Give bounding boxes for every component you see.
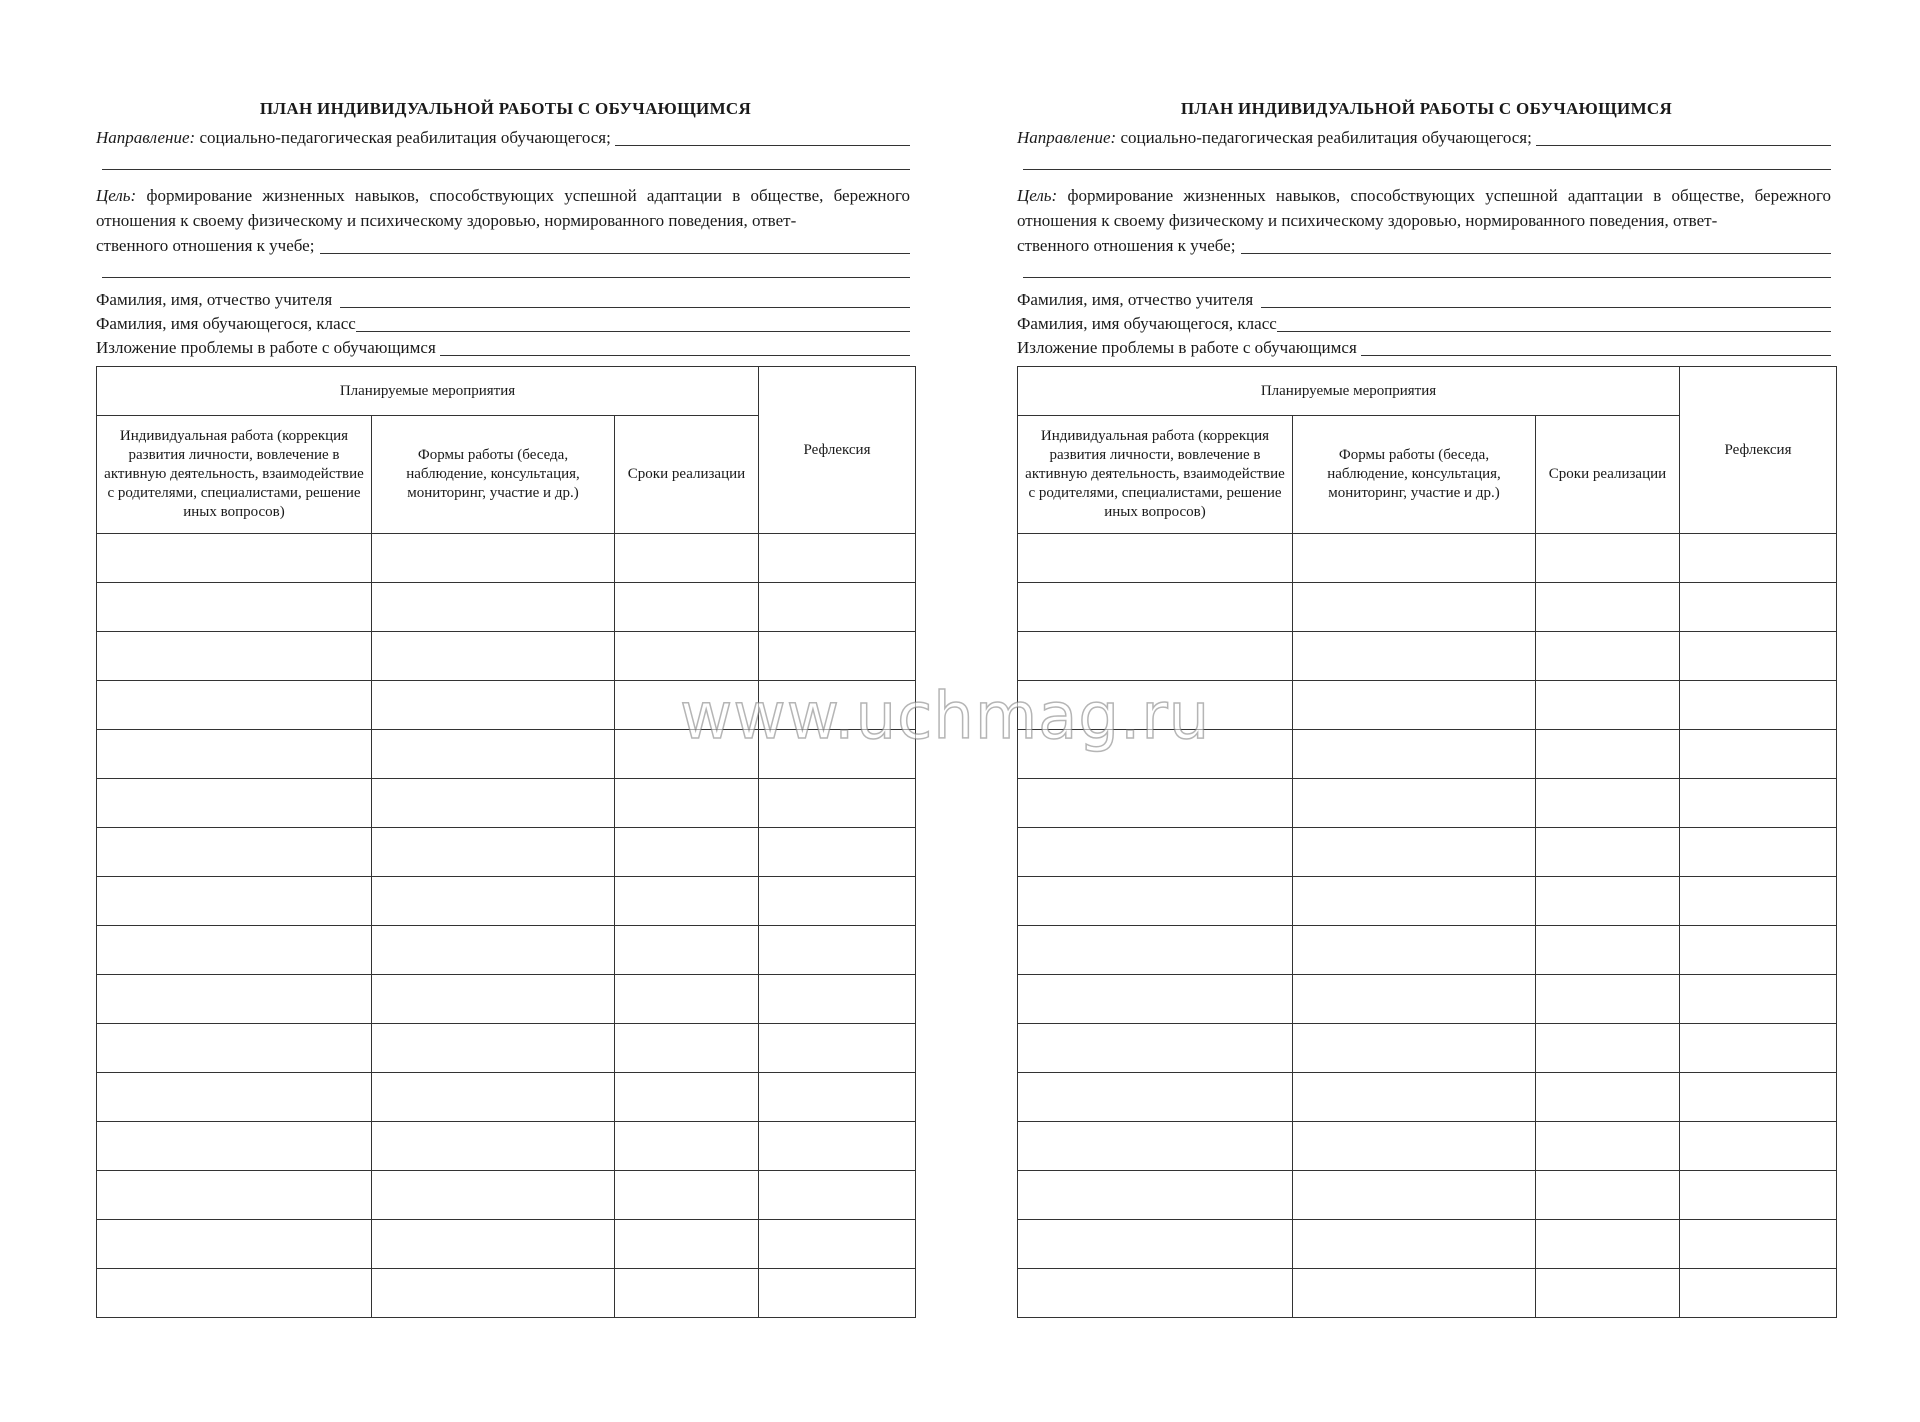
reflection-cell[interactable]	[1680, 1122, 1837, 1171]
direction-blank-2[interactable]	[1023, 151, 1831, 170]
reflection-cell[interactable]	[1680, 1269, 1837, 1318]
problem-line	[1017, 336, 1836, 360]
terms-cell[interactable]	[1536, 828, 1680, 877]
reflection-cell[interactable]	[1680, 730, 1837, 779]
individual-cell[interactable]	[1018, 583, 1293, 632]
terms-cell[interactable]	[1536, 779, 1680, 828]
forms-cell[interactable]	[1293, 1073, 1536, 1122]
table-row	[1018, 1073, 1837, 1122]
direction-label: Направление:	[96, 128, 196, 147]
direction-line	[1017, 126, 1836, 150]
student-blank[interactable]	[1277, 313, 1831, 332]
table-row	[97, 975, 916, 1024]
forms-cell[interactable]	[372, 1171, 615, 1220]
forms-cell[interactable]	[1293, 1269, 1536, 1318]
table-row	[1018, 534, 1837, 583]
terms-cell[interactable]	[615, 1122, 759, 1171]
individual-cell[interactable]	[97, 1220, 372, 1269]
individual-cell[interactable]	[97, 1024, 372, 1073]
terms-cell[interactable]	[1536, 1024, 1680, 1073]
table-row	[97, 1171, 916, 1220]
student-label: Фамилия, имя обучающегося, класс	[1017, 314, 1277, 333]
reflection-cell[interactable]	[1680, 779, 1837, 828]
goal-text: формирование жизненных навыков, способствующих успешной адаптации в обществе, бережного отношения к своему физическому и психическому здоровью, нормированного поведения, ответ-	[1017, 186, 1832, 230]
forms-cell[interactable]	[372, 828, 615, 877]
table-row	[1018, 583, 1837, 632]
reflection-cell[interactable]	[1680, 975, 1837, 1024]
terms-cell[interactable]	[1536, 681, 1680, 730]
forms-cell[interactable]	[1293, 583, 1536, 632]
goal-text-last: ственного отношения к учебе;	[1017, 236, 1236, 255]
individual-cell[interactable]	[97, 632, 372, 681]
goal-paragraph	[96, 183, 915, 258]
goal-label: Цель:	[1017, 186, 1058, 205]
table-row	[97, 1024, 916, 1073]
teacher-line	[96, 288, 915, 312]
individual-cell[interactable]	[97, 534, 372, 583]
reflection-cell[interactable]	[1680, 1220, 1837, 1269]
table-row	[1018, 1269, 1837, 1318]
col-terms-header: Сроки реализации	[615, 416, 759, 534]
individual-cell[interactable]	[1018, 877, 1293, 926]
col-individual-header: Индивидуальная работа (коррекция развития личности, вовлечение в активную деятельность, взаимодействие с родителями, специалистами, решение иных вопросов)	[1018, 416, 1293, 534]
individual-cell[interactable]	[1018, 1269, 1293, 1318]
goal-text: формирование жизненных навыков, способствующих успешной адаптации в обществе, бережного отношения к своему физическому и психическому здоровью, нормированного поведения, ответ-	[96, 186, 911, 230]
individual-cell[interactable]	[1018, 534, 1293, 583]
reflection-cell[interactable]	[759, 877, 916, 926]
table-row	[97, 926, 916, 975]
forms-cell[interactable]	[1293, 828, 1536, 877]
planned-header: Планируемые мероприятия	[1018, 367, 1680, 416]
individual-cell[interactable]	[97, 975, 372, 1024]
reflection-header: Рефлексия	[759, 367, 916, 534]
student-blank[interactable]	[356, 313, 910, 332]
forms-cell[interactable]	[372, 1073, 615, 1122]
terms-cell[interactable]	[615, 583, 759, 632]
col-forms-header: Формы работы (беседа, наблюдение, консультация, мониторинг, участие и др.)	[1293, 416, 1536, 534]
direction-blank-2[interactable]	[102, 151, 910, 170]
direction-text: социально-педагогическая реабилитация обучающегося;	[199, 128, 611, 147]
forms-cell[interactable]	[372, 1122, 615, 1171]
direction-extra-line	[96, 150, 915, 174]
forms-cell[interactable]	[1293, 926, 1536, 975]
goal-blank[interactable]	[320, 235, 910, 254]
forms-cell[interactable]	[1293, 632, 1536, 681]
plan-table	[1017, 366, 1837, 1318]
forms-cell[interactable]	[1293, 1220, 1536, 1269]
individual-cell[interactable]	[1018, 926, 1293, 975]
table-row	[1018, 1220, 1837, 1269]
reflection-cell[interactable]	[759, 534, 916, 583]
terms-cell[interactable]	[1536, 632, 1680, 681]
table-row	[97, 877, 916, 926]
reflection-cell[interactable]	[759, 583, 916, 632]
reflection-cell[interactable]	[759, 632, 916, 681]
goal-blank-2[interactable]	[1023, 259, 1831, 278]
problem-label: Изложение проблемы в работе с обучающимся	[96, 338, 436, 357]
reflection-cell[interactable]	[1680, 1171, 1837, 1220]
table-row	[97, 1269, 916, 1318]
direction-line	[96, 126, 915, 150]
goal-blank-2[interactable]	[102, 259, 910, 278]
reflection-cell[interactable]	[1680, 1024, 1837, 1073]
forms-cell[interactable]	[372, 877, 615, 926]
terms-cell[interactable]	[615, 877, 759, 926]
terms-cell[interactable]	[1536, 1073, 1680, 1122]
table-row	[1018, 779, 1837, 828]
terms-cell[interactable]	[615, 534, 759, 583]
forms-cell[interactable]	[1293, 1171, 1536, 1220]
watermark: www.uchmag.ru	[680, 680, 1211, 754]
forms-cell[interactable]	[372, 534, 615, 583]
terms-cell[interactable]	[615, 779, 759, 828]
reflection-cell[interactable]	[1680, 1073, 1837, 1122]
table-row	[1018, 828, 1837, 877]
individual-cell[interactable]	[1018, 632, 1293, 681]
direction-blank[interactable]	[615, 127, 910, 146]
individual-cell[interactable]	[1018, 1220, 1293, 1269]
reflection-cell[interactable]	[759, 1024, 916, 1073]
forms-cell[interactable]	[1293, 877, 1536, 926]
table-row	[1018, 632, 1837, 681]
reflection-cell[interactable]	[1680, 534, 1837, 583]
reflection-header: Рефлексия	[1680, 367, 1837, 534]
individual-cell[interactable]	[1018, 1171, 1293, 1220]
goal-blank[interactable]	[1241, 235, 1831, 254]
table-body	[1018, 534, 1837, 1318]
reflection-cell[interactable]	[759, 975, 916, 1024]
table-row	[97, 1220, 916, 1269]
table-row	[97, 632, 916, 681]
table-row	[97, 534, 916, 583]
problem-label: Изложение проблемы в работе с обучающимся	[1017, 338, 1357, 357]
goal-label: Цель:	[96, 186, 137, 205]
reflection-cell[interactable]	[1680, 828, 1837, 877]
individual-cell[interactable]	[1018, 1073, 1293, 1122]
reflection-cell[interactable]	[1680, 877, 1837, 926]
individual-cell[interactable]	[97, 1122, 372, 1171]
individual-cell[interactable]	[97, 779, 372, 828]
student-line	[96, 312, 915, 336]
goal-paragraph	[1017, 183, 1836, 258]
col-forms-header: Формы работы (беседа, наблюдение, консультация, мониторинг, участие и др.)	[372, 416, 615, 534]
problem-line	[96, 336, 915, 360]
goal-extra-line	[1017, 258, 1836, 282]
reflection-cell[interactable]	[1680, 926, 1837, 975]
terms-cell[interactable]	[1536, 926, 1680, 975]
table-row	[97, 1122, 916, 1171]
individual-cell[interactable]	[1018, 975, 1293, 1024]
terms-cell[interactable]	[615, 632, 759, 681]
terms-cell[interactable]	[1536, 1269, 1680, 1318]
form-title: ПЛАН ИНДИВИДУАЛЬНОЙ РАБОТЫ С ОБУЧАЮЩИМСЯ	[1180, 99, 1673, 118]
teacher-label: Фамилия, имя, отчество учителя	[1017, 290, 1254, 309]
table-row	[97, 779, 916, 828]
table-row	[1018, 1171, 1837, 1220]
teacher-blank[interactable]	[340, 289, 910, 308]
forms-cell[interactable]	[1293, 1024, 1536, 1073]
forms-cell[interactable]	[1293, 534, 1536, 583]
direction-blank[interactable]	[1536, 127, 1831, 146]
reflection-cell[interactable]	[759, 1122, 916, 1171]
direction-text: социально-педагогическая реабилитация обучающегося;	[1120, 128, 1532, 147]
teacher-label: Фамилия, имя, отчество учителя	[96, 290, 333, 309]
terms-cell[interactable]	[1536, 1220, 1680, 1269]
forms-cell[interactable]	[372, 583, 615, 632]
individual-cell[interactable]	[97, 681, 372, 730]
direction-extra-line	[1017, 150, 1836, 174]
individual-cell[interactable]	[97, 926, 372, 975]
terms-cell[interactable]	[615, 926, 759, 975]
terms-cell[interactable]	[1536, 1122, 1680, 1171]
terms-cell[interactable]	[615, 1269, 759, 1318]
reflection-cell[interactable]	[759, 828, 916, 877]
student-line	[1017, 312, 1836, 336]
reflection-cell[interactable]	[1680, 632, 1837, 681]
planned-header: Планируемые мероприятия	[97, 367, 759, 416]
col-individual-header: Индивидуальная работа (коррекция развития личности, вовлечение в активную деятельность, взаимодействие с родителями, специалистами, решение иных вопросов)	[97, 416, 372, 534]
teacher-blank[interactable]	[1261, 289, 1831, 308]
table-row	[97, 583, 916, 632]
forms-cell[interactable]	[1293, 1122, 1536, 1171]
goal-text-last: ственного отношения к учебе;	[96, 236, 315, 255]
reflection-cell[interactable]	[759, 1073, 916, 1122]
forms-cell[interactable]	[372, 1220, 615, 1269]
terms-cell[interactable]	[1536, 730, 1680, 779]
individual-cell[interactable]	[1018, 1024, 1293, 1073]
student-label: Фамилия, имя обучающегося, класс	[96, 314, 356, 333]
direction-label: Направление:	[1017, 128, 1117, 147]
problem-blank[interactable]	[440, 337, 910, 356]
table-row	[1018, 877, 1837, 926]
individual-cell[interactable]	[97, 730, 372, 779]
form-title: ПЛАН ИНДИВИДУАЛЬНОЙ РАБОТЫ С ОБУЧАЮЩИМСЯ	[259, 99, 752, 118]
individual-cell[interactable]	[97, 1171, 372, 1220]
reflection-cell[interactable]	[759, 779, 916, 828]
forms-cell[interactable]	[372, 632, 615, 681]
forms-cell[interactable]	[1293, 730, 1536, 779]
table-row	[1018, 1024, 1837, 1073]
reflection-cell[interactable]	[759, 926, 916, 975]
problem-blank[interactable]	[1361, 337, 1831, 356]
terms-cell[interactable]	[1536, 534, 1680, 583]
terms-cell[interactable]	[615, 1171, 759, 1220]
table-row	[1018, 1122, 1837, 1171]
individual-cell[interactable]	[97, 1269, 372, 1318]
forms-cell[interactable]	[372, 779, 615, 828]
terms-cell[interactable]	[615, 828, 759, 877]
forms-cell[interactable]	[372, 1024, 615, 1073]
terms-cell[interactable]	[1536, 583, 1680, 632]
forms-cell[interactable]	[372, 975, 615, 1024]
reflection-cell[interactable]	[759, 1269, 916, 1318]
individual-cell[interactable]	[97, 583, 372, 632]
goal-extra-line	[96, 258, 915, 282]
individual-cell[interactable]	[1018, 1122, 1293, 1171]
table-row	[97, 828, 916, 877]
table-row	[97, 1073, 916, 1122]
reflection-cell[interactable]	[759, 1220, 916, 1269]
individual-cell[interactable]	[97, 877, 372, 926]
forms-cell[interactable]	[1293, 681, 1536, 730]
forms-cell[interactable]	[1293, 779, 1536, 828]
terms-cell[interactable]	[1536, 1171, 1680, 1220]
forms-cell[interactable]	[372, 681, 615, 730]
individual-cell[interactable]	[1018, 828, 1293, 877]
terms-cell[interactable]	[615, 1024, 759, 1073]
table-body	[97, 534, 916, 1318]
terms-cell[interactable]	[615, 1073, 759, 1122]
forms-cell[interactable]	[1293, 975, 1536, 1024]
terms-cell[interactable]	[615, 1220, 759, 1269]
teacher-line	[1017, 288, 1836, 312]
terms-cell[interactable]	[615, 975, 759, 1024]
individual-cell[interactable]	[97, 1073, 372, 1122]
table-row	[1018, 975, 1837, 1024]
forms-cell[interactable]	[372, 1269, 615, 1318]
table-row	[1018, 926, 1837, 975]
col-terms-header: Сроки реализации	[1536, 416, 1680, 534]
terms-cell[interactable]	[1536, 877, 1680, 926]
individual-cell[interactable]	[97, 828, 372, 877]
reflection-cell[interactable]	[1680, 681, 1837, 730]
forms-cell[interactable]	[372, 730, 615, 779]
forms-cell[interactable]	[372, 926, 615, 975]
plan-table	[96, 366, 916, 1318]
reflection-cell[interactable]	[1680, 583, 1837, 632]
terms-cell[interactable]	[1536, 975, 1680, 1024]
reflection-cell[interactable]	[759, 1171, 916, 1220]
individual-cell[interactable]	[1018, 779, 1293, 828]
